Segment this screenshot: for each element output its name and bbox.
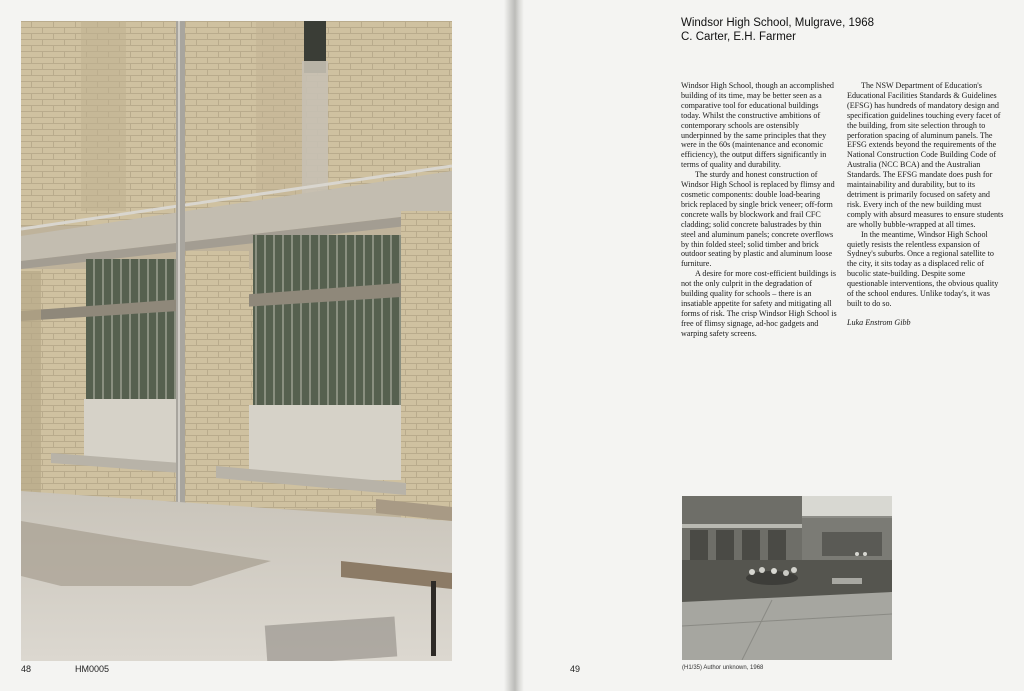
left-page-code: HM0005 <box>75 664 110 674</box>
archive-photo-illustration <box>682 496 892 660</box>
text-column-right <box>847 81 1004 328</box>
archive-photo-caption: (H1/35) Author unknown, 1968 <box>682 665 764 671</box>
archive-photo <box>682 496 892 660</box>
paragraph: The NSW Department of Education's Educational Facilities Standards & Guidelines (EFSG) has hundreds of mandatory design and specification guidelines touching every facet of the building, from site selection through to perforation spacing of aluminum panels. The EFSG extends beyond the requirements of the National Construction Code Building Code of Australia (NCC BCA) and the Australian Standards. The EFSG mandate does push for maintainability and durability, but to its detriment is primarily focused on safety and risk. Every inch of the new building must comply with absurd measures to ensure students are wholly bubble-wrapped at all times. <box>847 81 1004 229</box>
title-architects: C. Carter, E.H. Farmer <box>681 31 797 43</box>
school-facade-photo <box>21 21 452 661</box>
text-column-left <box>681 81 838 339</box>
title-building: Windsor High School, Mulgrave, 1968 <box>681 17 875 29</box>
left-page-number: 48 <box>21 664 32 674</box>
paragraph: The sturdy and honest construction of Windsor High School is replaced by flimsy and cosmetic components: double load-bearing brick replaced by single brick veneer; off-form concrete walls by blockwork and frail CFC cladding; solid concrete balustrades by thin steel and aluminum panels; concrete overflows by thin folded steel; solid timber and brick outdoor seating by plastic and aluminum loose furniture. <box>681 170 835 269</box>
facade-photo-illustration <box>21 21 452 661</box>
paragraph: A desire for more cost-efficient buildings is not the only culprit in the degradation of building quality for schools – there is an insatiable appetite for safety and mitigating all forms of risk. The crisp Windsor High School is free of flimsy signage, ad-hoc gadgets and warping safety screens. <box>681 269 837 338</box>
article-title <box>681 16 874 44</box>
paragraph: In the meantime, Windsor High School quietly resists the relentless expansion of Sydney's suburbs. Once a regional satellite to the city, it sits today as a displaced relic of bucolic state-building. Despite some questionable interventions, the obvious quality of the school endures. Unlike today's, it was built to do so. <box>847 229 999 308</box>
right-page-number: 49 <box>570 664 581 674</box>
book-gutter <box>504 0 524 691</box>
paragraph: Windsor High School, though an accomplished building of its time, may be better seen as a comparative tool for educational buildings today. Whilst the constructive ambitions of contemporary schools are ostensibly underpinned by the same principles that they were in the 60s (maintenance and economic efficiency), the output differs significantly in terms of quality and durability. <box>681 81 834 170</box>
author-signature: Luka Enstrom Gibb <box>847 317 911 327</box>
left-page <box>0 0 510 691</box>
